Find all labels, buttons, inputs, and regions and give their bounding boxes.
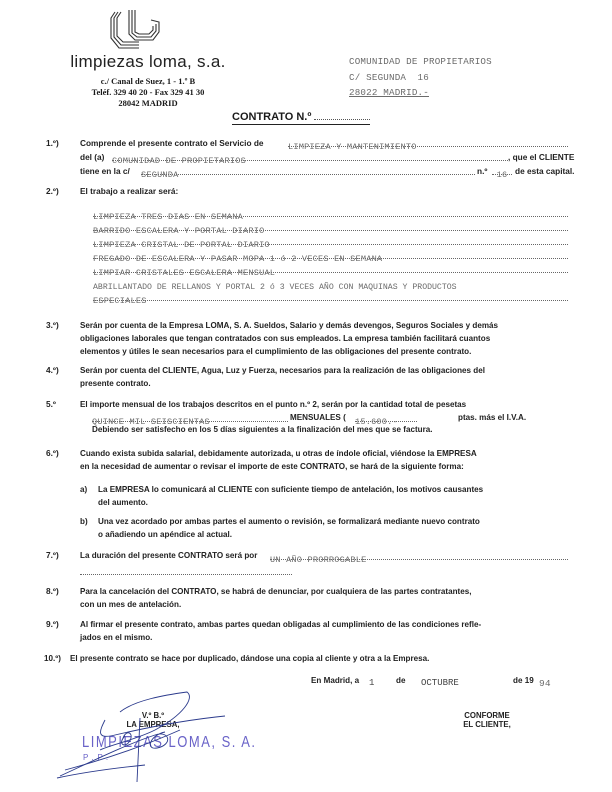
clause-5-amount-field[interactable] [355,411,417,427]
clause-6-number: 6.º) [46,448,59,458]
contract-title [232,111,370,125]
contract-number-field[interactable] [314,119,370,120]
clause-9-line: Al firmar el presente contrato, ambas partes quedan obligadas al cumplimiento de las condiciones refle- [80,620,482,629]
signature-empresa-label: LA EMPRESA, [126,720,180,729]
clause-1-street-field[interactable] [141,164,475,180]
work-item-text: LIMPIEZA TRES DIAS EN SEMANA [93,212,243,222]
clause-6a-label: a) [80,485,88,494]
work-item-text: LIMPIAR CRISTALES ESCALERA MENSUAL [93,268,276,278]
contract-title-label: CONTRATO N.º [232,111,312,123]
clause-1-text-c3: de esta capital. [515,166,575,176]
clause-7-text: La duración del presente CONTRATO será por [80,551,258,560]
clause-1-text-b: del (a) [80,152,105,162]
clause-9-line: jados en el mismo. [80,633,153,642]
clause-9-number: 9.º) [46,619,59,629]
clause-5-line1: El importe mensual de los trabajos descritos en el punto n.º 2, serán por la cantidad total de pesetas [80,400,467,409]
clause-7-number: 7.º) [46,550,59,560]
clause-10-number: 10.º) [44,654,61,663]
clause-1-number-value: 16 [496,170,508,180]
clause-8-number: 8.º) [46,586,59,596]
clause-5-amount-words-field[interactable] [92,411,288,427]
clause-7-duration-field-line2[interactable] [80,564,292,575]
clause-3-line: elementos y útiles le sean necesarios para el cumplimiento de las obligaciones del presente contrato. [80,347,472,356]
date-year[interactable]: 94 [539,678,551,689]
clause-2-text: El trabajo a realizar será: [80,186,179,196]
handwritten-signature [55,690,205,790]
clause-1-service-value: LIMPIEZA Y MANTENIMIENTO [288,142,417,152]
signature-cliente-label: EL CLIENTE, [463,720,511,729]
work-item-text: ABRILLANTADO DE RELLANOS Y PORTAL 2 ó 3 VECES AÑO CON MAQUINAS Y PRODUCTOS [93,283,457,292]
clause-5-ptas: ptas. más el I.V.A. [458,413,527,422]
work-item[interactable] [93,290,568,306]
clause-6b-line: o añadiendo un apéndice al actual. [98,530,233,539]
work-item[interactable] [93,262,568,278]
clause-5-mensuales: MENSUALES ( [290,413,346,422]
clause-2-number: 2.º) [46,186,59,196]
date-de-2: de 19 [513,676,534,685]
work-item-text: BARRIDO ESCALERA Y PORTAL DIARIO [93,226,265,236]
company-name: limpiezas loma, s.a. [70,52,226,71]
work-item-text: ESPECIALES [93,296,147,306]
date-day[interactable]: 1 [369,678,375,688]
clause-1-client-field[interactable] [112,150,508,166]
company-stamp-text: LIMPIEZAS LOMA, S. A. [82,732,257,751]
company-address: c./ Canal de Suez, 1 - 1.º B [100,76,196,86]
company-city: 28042 MADRID [118,98,178,108]
clause-6b-line: Una vez acordado por ambas partes el aumento o revisión, se formalizará mediante nuevo contrato [98,517,480,526]
work-item[interactable] [93,206,568,222]
clause-3-line: obligaciones laborales que tengan contratados con sus empleados. La empresa también facilitará cuantos [80,334,491,343]
company-phone-fax: Teléf. 329 40 20 - Fax 329 41 30 [91,87,205,97]
clause-6-line: en la necesidad de aumentar o revisar el importe de este CONTRATO, se hará de la siguiente forma: [80,462,464,471]
clause-8-line: Para la cancelación del CONTRATO, se habrá de denunciar, por cualquiera de las partes contratantes, [80,587,472,596]
date-month[interactable]: OCTUBRE [421,678,459,688]
clause-5-amount-value: 15.600.- [355,417,398,427]
company-stamp-sub: P.P. [83,753,113,762]
clause-1-text-c: tiene en la c/ [80,166,130,176]
clause-5-amount-words-value: QUINCE MIL SEISCIENTAS [92,417,210,427]
clause-6b-label: b) [80,517,88,526]
clause-5-number: 5.º [46,399,56,409]
work-item[interactable] [93,234,568,250]
clause-1-client-value: COMUNIDAD DE PROPIETARIOS [112,156,246,166]
clause-4-line: presente contrato. [80,379,151,388]
clause-3-line: Serán por cuenta de la Empresa LOMA, S. A. Sueldos, Salario y demás devengos, Seguros Sociales y demás [80,321,499,330]
clause-6-line: Cuando exista subida salarial, debidamente autorizada, u otras de índole oficial, viéndose la EMPRESA [80,449,477,458]
recipient-line1: COMUNIDAD DE PROPIETARIOS [349,56,492,67]
clause-5-line3: Debiendo ser satisfecho en los 5 días siguientes a la finalización del mes que se factura. [92,425,433,434]
date-de-1: de [396,676,406,685]
work-item-text: FREGADO DE ESCALERA Y PASAR MOPA 1 ó 2 VECES EN SEMANA [93,254,383,264]
clause-7-duration-value: UN AÑO PRORROGABLE [270,555,367,565]
work-item[interactable] [93,248,568,264]
clause-3-number: 3.º) [46,320,59,330]
clause-1-text-c2: n.º [477,166,488,176]
clause-1-text-a: Comprende el presente contrato el Servicio de [80,138,264,148]
date-prefix: En Madrid, a [311,676,360,685]
clause-10-text: El presente contrato se hace por duplicado, dándose una copia al cliente y otra a la Empresa. [70,654,430,663]
clause-6a-line: La EMPRESA lo comunicará al CLIENTE con suficiente tiempo de antelación, los motivos causantes [98,485,484,494]
clause-1-street-value: SEGUNDA [141,170,179,180]
clause-7-duration-field[interactable] [270,549,568,565]
recipient-line2: C/ SEGUNDA 16 [349,72,429,83]
logo-mark-icon [105,8,165,52]
clause-4-line: Serán por cuenta del CLIENTE, Agua, Luz y Fuerza, necesarios para la realización de las obligaciones del [80,366,485,375]
company-logo [105,8,165,52]
clause-6a-line: del aumento. [98,498,148,507]
clause-1-number-field[interactable] [492,164,512,180]
signature-vb-label: V.º B.º [141,711,165,720]
clause-1-number: 1.º) [46,138,59,148]
work-item[interactable] [93,276,568,292]
work-item-text: LIMPIEZA CRISTAL DE PORTAL DIARIO [93,240,270,250]
clause-4-number: 4.º) [46,365,59,375]
clause-1-service-field[interactable] [288,136,568,152]
clause-8-line: con un mes de antelación. [80,600,182,609]
signature-conforme-label: CONFORME [464,711,510,720]
work-item[interactable] [93,220,568,236]
recipient-line3: 28022 MADRID.- [349,87,429,98]
clause-1-text-b2: , que el CLIENTE [508,152,575,162]
